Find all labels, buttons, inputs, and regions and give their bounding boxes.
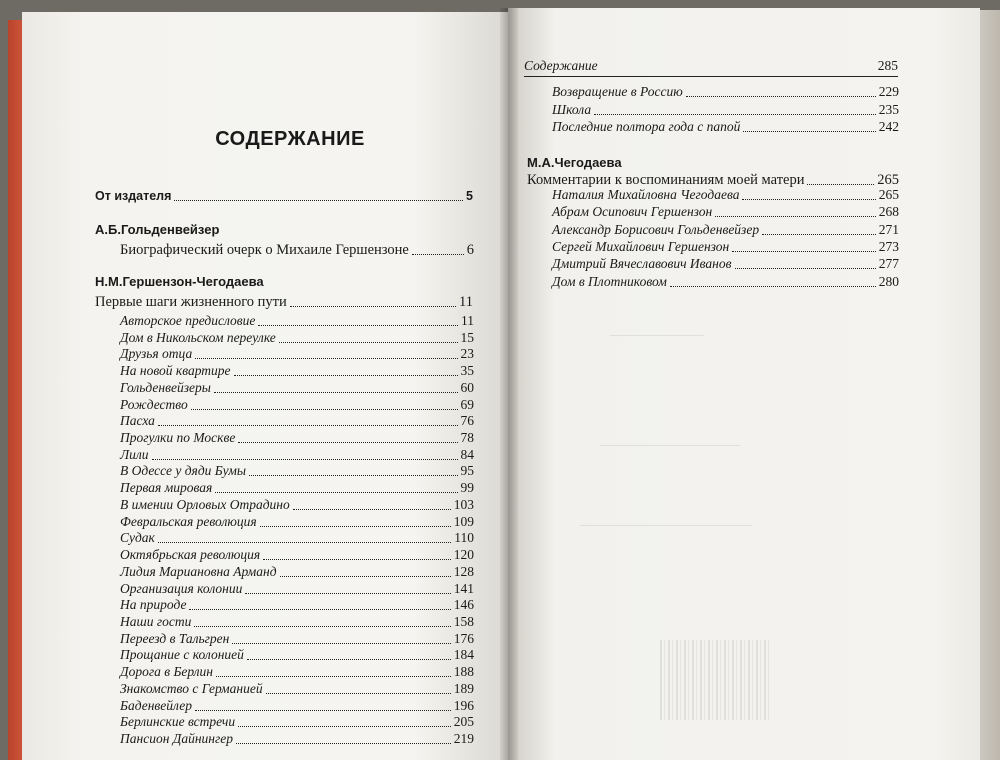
entry-title: Октябрьская революция xyxy=(120,547,261,563)
entry-page: 219 xyxy=(453,731,474,746)
entry-leader xyxy=(266,693,451,694)
section-author-1: А.Б.Гольденвейзер xyxy=(95,222,220,237)
entry-page: 205 xyxy=(453,714,474,730)
show-through-text: ──────────── xyxy=(610,330,704,342)
entry-leader xyxy=(594,114,876,115)
entry-leader xyxy=(263,559,451,560)
toc-entry xyxy=(120,731,474,747)
entry-page: 229 xyxy=(878,84,899,99)
entry-page: 103 xyxy=(453,496,474,512)
toc-entry xyxy=(120,581,474,597)
entry-page: 84 xyxy=(460,446,474,462)
entry-leader xyxy=(245,593,450,594)
entry-title: Берлинские встречи xyxy=(120,714,236,730)
toc-entry xyxy=(120,463,474,479)
entry-page: 69 xyxy=(460,396,474,412)
toc-entry xyxy=(120,380,474,396)
entry-leader xyxy=(249,475,458,476)
entry-leader xyxy=(215,492,457,493)
entry-title: Гольденвейзеры xyxy=(120,379,211,395)
entry-leader xyxy=(258,325,458,326)
entry-title: Дом в Никольском переулке xyxy=(120,329,276,345)
entry-leader xyxy=(152,459,458,460)
toc-title: СОДЕРЖАНИЕ xyxy=(215,128,365,150)
entry-title: Абрам Осипович Гершензон xyxy=(552,204,713,220)
entry-page: 35 xyxy=(460,363,474,379)
entry-page: 11 xyxy=(459,294,473,310)
entry-page: 141 xyxy=(453,580,474,596)
entry-leader xyxy=(195,358,457,359)
toc-entry xyxy=(552,187,899,203)
toc-entry-first-steps xyxy=(95,294,473,310)
toc-entry xyxy=(552,256,899,272)
toc-entry xyxy=(120,480,474,496)
entry-leader xyxy=(158,425,458,426)
entry-title: Биографический очерк о Михаиле Гершензоне xyxy=(120,242,409,258)
barcode-show-through xyxy=(660,640,770,720)
entry-leader xyxy=(260,526,451,527)
entry-leader xyxy=(742,199,875,200)
entry-title: Пасха xyxy=(120,413,155,429)
running-header xyxy=(524,58,898,77)
entry-title: В Одессе у дяди Бумы xyxy=(120,463,246,479)
toc-entry xyxy=(120,647,474,663)
toc-entry xyxy=(120,714,474,730)
entry-page: 184 xyxy=(453,647,474,663)
entry-page: 78 xyxy=(460,430,474,446)
toc-entry xyxy=(120,313,474,329)
entry-title: От издателя xyxy=(95,189,172,203)
entry-leader xyxy=(279,342,458,343)
entry-page: 268 xyxy=(878,204,899,220)
toc-entry-publisher xyxy=(95,188,473,204)
toc-entry xyxy=(120,664,474,680)
entry-title: На новой квартире xyxy=(120,363,231,379)
entry-title: Дмитрий Вячеславович Иванов xyxy=(552,256,732,272)
entry-title: Организация колонии xyxy=(120,580,243,596)
toc-entry xyxy=(120,346,474,362)
entry-page: 280 xyxy=(878,273,899,289)
entry-page: 273 xyxy=(878,238,899,254)
entry-title: На природе xyxy=(120,597,187,613)
entry-leader xyxy=(232,643,450,644)
entry-title: Школа xyxy=(552,101,592,117)
entry-title: Первые шаги жизненного пути xyxy=(95,294,287,310)
toc-entry xyxy=(120,413,474,429)
entry-page: 189 xyxy=(453,680,474,696)
entry-page: 11 xyxy=(461,313,474,328)
toc-entry xyxy=(120,330,474,346)
entry-title: Первая мировая xyxy=(120,480,213,496)
toc-entry xyxy=(552,274,899,290)
toc-entry xyxy=(552,84,899,100)
entry-title: Последние полтора года с папой xyxy=(552,119,741,134)
entry-leader xyxy=(735,268,876,269)
entry-leader xyxy=(715,216,876,217)
entry-leader xyxy=(194,626,450,627)
entry-page: 5 xyxy=(466,189,473,203)
show-through-text: ────────────────────── xyxy=(580,520,752,532)
entry-page: 158 xyxy=(453,613,474,629)
entry-page: 265 xyxy=(877,172,899,188)
entry-title: Рождество xyxy=(120,396,188,412)
toc-entry xyxy=(120,547,474,563)
toc-entry xyxy=(552,239,899,255)
entry-page: 235 xyxy=(878,101,899,117)
entry-title: Знакомство с Германией xyxy=(120,680,263,696)
entry-leader xyxy=(293,509,451,510)
entry-page: 128 xyxy=(453,563,474,579)
toc-entry xyxy=(552,102,899,118)
toc-entry xyxy=(120,447,474,463)
entry-page: 242 xyxy=(878,119,899,134)
entry-title: Возвращение в Россию xyxy=(552,84,683,99)
entry-title: Дом в Плотниковом xyxy=(552,273,667,289)
entry-title: Лидия Мариановна Арманд xyxy=(120,563,277,579)
entry-leader xyxy=(290,306,456,307)
entry-leader xyxy=(280,576,451,577)
running-header-title: Содержание xyxy=(524,58,598,73)
toc-entry xyxy=(120,564,474,580)
toc-entry xyxy=(120,514,474,530)
entry-page: 146 xyxy=(453,597,474,613)
entry-title: Сергей Михайлович Гершензон xyxy=(552,238,730,254)
entry-page: 188 xyxy=(453,664,474,680)
page-number: 285 xyxy=(877,58,898,73)
entry-title: Лили xyxy=(120,446,149,462)
show-through-text: ────────────────── xyxy=(600,440,741,452)
entry-page: 23 xyxy=(460,346,474,362)
entry-title: Баденвейлер xyxy=(120,697,192,713)
entry-page: 76 xyxy=(460,413,474,429)
entry-page: 95 xyxy=(460,463,474,479)
entry-title: Александр Борисович Гольденвейзер xyxy=(552,221,760,237)
entry-title: Переезд в Тальгрен xyxy=(120,630,230,646)
entry-title: Наталия Михайловна Чегодаева xyxy=(552,187,740,202)
toc-entry xyxy=(120,597,474,613)
toc-entry xyxy=(120,631,474,647)
entry-leader xyxy=(195,710,451,711)
entry-title: Прогулки по Москве xyxy=(120,430,236,446)
toc-entry-commentary xyxy=(527,172,899,188)
entry-leader xyxy=(412,254,464,255)
entry-page: 265 xyxy=(878,187,899,202)
entry-page: 6 xyxy=(466,242,474,258)
entry-title: Друзья отца xyxy=(120,346,193,362)
entry-title: Судак xyxy=(120,530,155,546)
entry-title: Прощание с колонией xyxy=(120,647,244,663)
toc-entry xyxy=(120,397,474,413)
entry-leader xyxy=(189,609,450,610)
entry-page: 120 xyxy=(453,547,474,563)
toc-entry xyxy=(120,363,474,379)
entry-leader xyxy=(191,409,458,410)
entry-title: Наши гости xyxy=(120,613,192,629)
toc-entry xyxy=(120,530,474,546)
entry-title: Пансион Дайнингер xyxy=(120,731,234,746)
entry-leader xyxy=(236,743,451,744)
entry-title: Февральская революция xyxy=(120,513,257,529)
section-author-2: Н.М.Гершензон-Чегодаева xyxy=(95,274,264,289)
entry-page: 99 xyxy=(460,480,474,496)
toc-entry xyxy=(120,614,474,630)
entry-page: 60 xyxy=(460,379,474,395)
entry-leader xyxy=(216,676,451,677)
entry-page: 109 xyxy=(453,513,474,529)
entry-page: 196 xyxy=(453,697,474,713)
entry-page: 271 xyxy=(878,221,899,237)
toc-entry xyxy=(120,681,474,697)
toc-entry xyxy=(120,430,474,446)
entry-leader xyxy=(762,234,876,235)
section-author-3: М.А.Чегодаева xyxy=(527,155,622,170)
toc-entry-biography xyxy=(120,242,474,258)
entry-leader xyxy=(238,726,451,727)
entry-leader xyxy=(158,542,451,543)
toc-entry xyxy=(552,204,899,220)
entry-leader xyxy=(247,659,451,660)
entry-page: 110 xyxy=(454,530,474,546)
entry-leader xyxy=(234,375,458,376)
entry-page: 277 xyxy=(878,256,899,272)
entry-leader xyxy=(174,200,463,201)
toc-entry xyxy=(552,222,899,238)
entry-leader xyxy=(743,131,875,132)
entry-leader xyxy=(670,286,876,287)
entry-page: 176 xyxy=(453,630,474,646)
entry-leader xyxy=(238,442,457,443)
entry-title: Комментарии к воспоминаниям моей матери xyxy=(527,172,805,188)
entry-leader xyxy=(686,96,876,97)
toc-entry xyxy=(552,119,899,135)
entry-page: 15 xyxy=(460,329,474,345)
toc-entry xyxy=(120,698,474,714)
book-spine xyxy=(500,8,518,760)
entry-leader xyxy=(807,184,874,185)
entry-leader xyxy=(732,251,876,252)
entry-title: В имении Орловых Отрадино xyxy=(120,496,290,512)
entry-title: Авторское предисловие xyxy=(120,313,256,328)
entry-leader xyxy=(214,392,458,393)
toc-entry xyxy=(120,497,474,513)
entry-title: Дорога в Берлин xyxy=(120,664,213,680)
